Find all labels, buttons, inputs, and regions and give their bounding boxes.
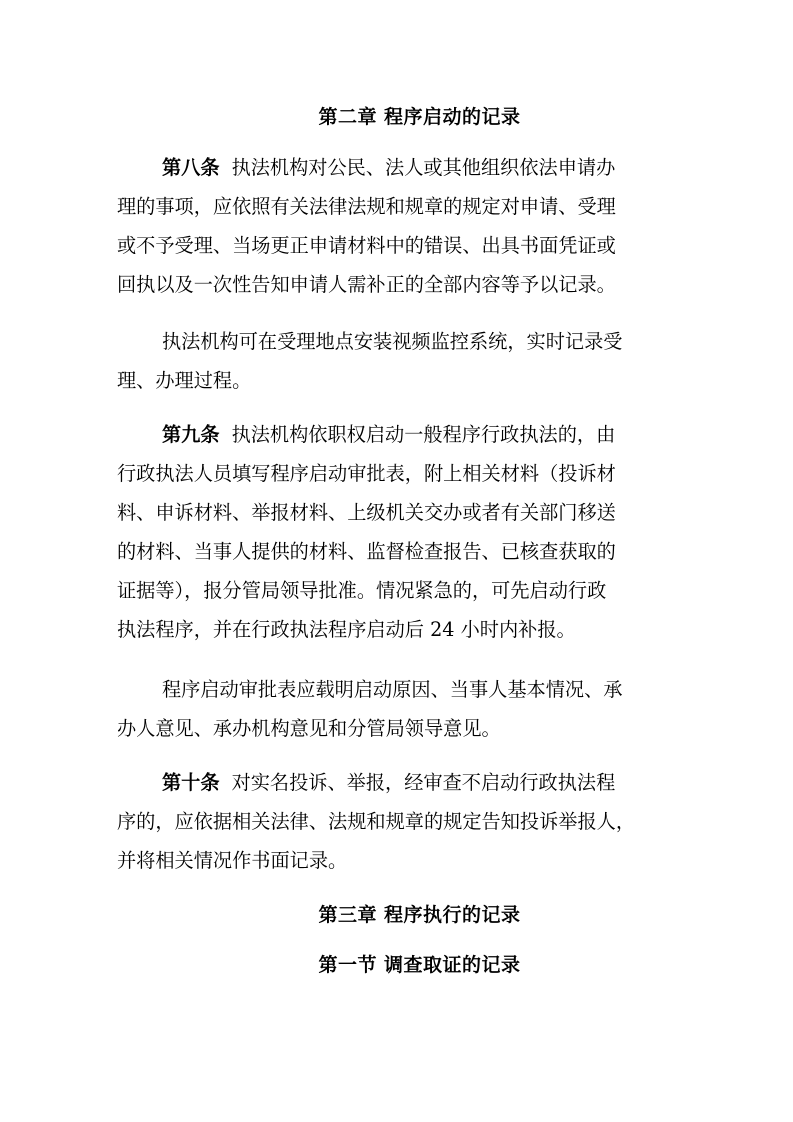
section-1-heading: 第一节 调查取证的记录 [318,954,521,976]
article-9-paragraph [117,415,677,649]
article-9-line-1: 第九条 执法机构依职权启动一般程序行政执法的，由 [162,423,616,446]
article-8-line-4: 回执以及一次性告知申请人需补正的全部内容等予以记录。 [117,273,616,296]
article-10-line-2: 序的，应依据相关法律、法规和规章的规定告知投诉举报人， [117,810,636,833]
article-9-p2-line-1: 程序启动审批表应载明启动原因、当事人基本情况、承 [162,678,623,701]
article-8-p2-line-2: 理、办理过程。 [117,369,252,392]
article-9-line-5: 证据等），报分管局领导批准。情况紧急的，可先启动行政 [117,579,607,602]
chapter-2-heading: 第二章 程序启动的记录 [318,106,521,128]
article-9-p2-line-2: 办人意见、承办机构意见和分管局领导意见。 [117,717,501,740]
chapter-3-heading: 第三章 程序执行的记录 [318,904,521,926]
article-8-paragraph-2 [117,322,677,400]
article-9-line-4: 的材料、当事人提供的材料、监督检查报告、已核查获取的 [117,540,616,563]
article-9-label: 第九条 [162,423,220,446]
article-8-p2-line-1: 执法机构可在受理地点安装视频监控系统，实时记录受 [162,330,623,353]
article-9-paragraph-2 [117,670,677,748]
article-8-line-3: 或不予受理、当场更正申请材料中的错误、出具书面凭证或 [117,234,616,257]
article-9-line-6: 执法程序，并在行政执法程序启动后 24 小时内补报。 [117,618,576,641]
article-8-label: 第八条 [162,156,220,179]
article-10-line-1: 第十条 对实名投诉、举报，经审查不启动行政执法程 [162,771,616,794]
article-10-label: 第十条 [162,771,220,794]
article-10-line-3: 并将相关情况作书面记录。 [117,849,348,872]
article-9-line-2: 行政执法人员填写程序启动审批表，附上相关材料（投诉材 [117,462,616,485]
article-8-line-2: 理的事项，应依照有关法律法规和规章的规定对申请、受理 [117,195,616,218]
article-8-paragraph [117,148,677,304]
article-8-line-1: 第八条 执法机构对公民、法人或其他组织依法申请办 [162,156,616,179]
article-10-paragraph [117,763,677,880]
article-9-line-3: 料、申诉材料、举报材料、上级机关交办或者有关部门移送 [117,501,616,524]
